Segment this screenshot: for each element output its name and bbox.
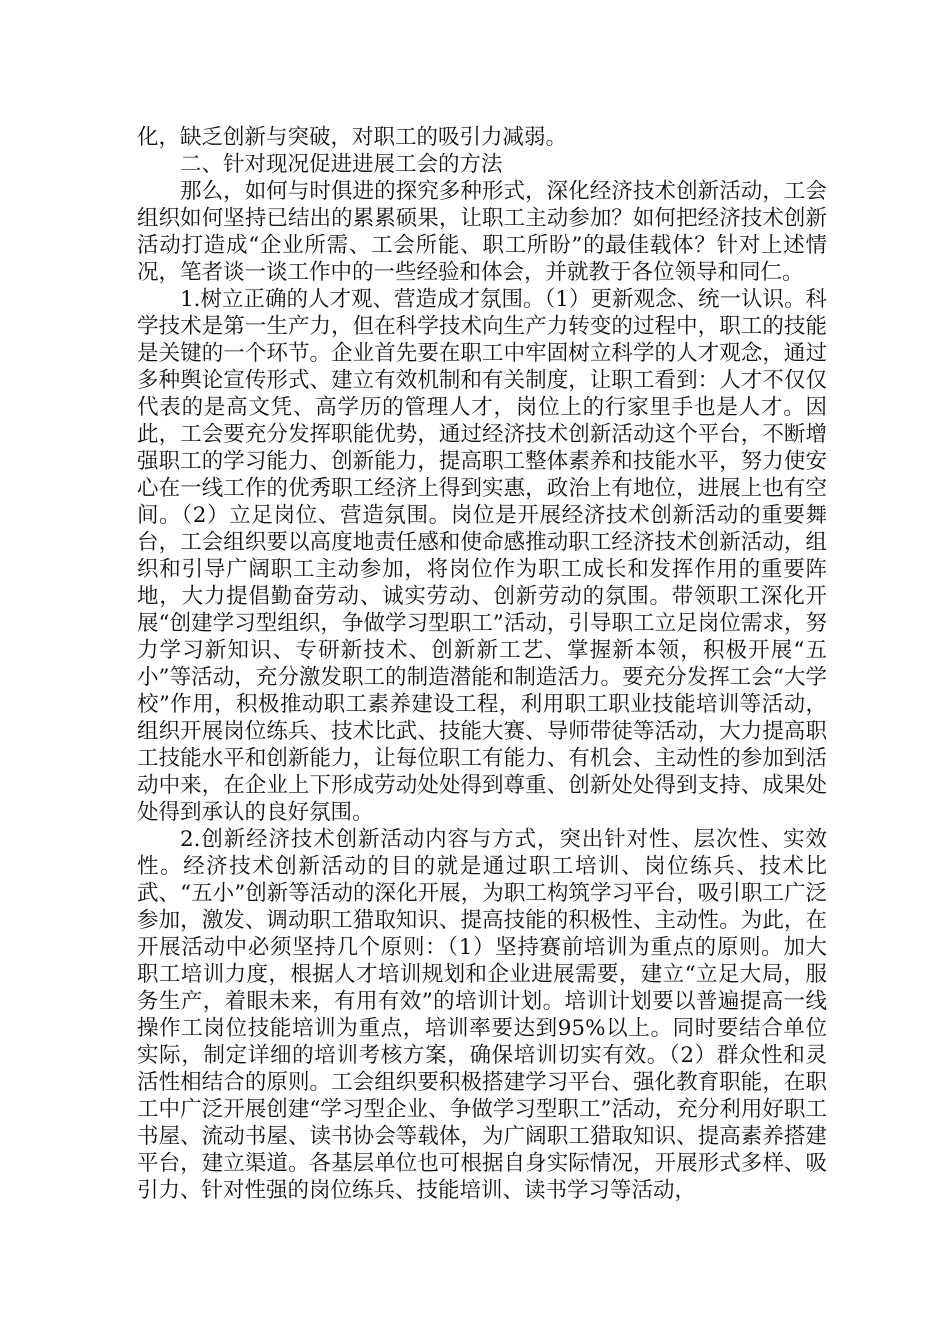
section-heading: 二、针对现况促进进展工会的方法 [180, 152, 503, 177]
paragraph-intro: 那么，如何与时俱进的探究多种形式，深化经济技术创新活动，工会组织如何坚持已结出的累累硕果，让职工主动参加？如何把经济技术创新活动打造成“企业所需、工会所能、职工所盼”的最佳载体？针对上述情况，笔者谈一谈工作中的一些经验和体会，并就教于各位领导和同仁。 [137, 179, 827, 285]
paragraph-point-1: 1.树立正确的人才观、营造成才氛围。（1）更新观念、统一认识。科学技术是第一生产力，但在科学技术向生产力转变的过程中，职工的技能是关键的一个环节。企业首先要在职工中牢固树立科学的人才观念，通过多种舆论宣传形式、建立有效机制和有关制度，让职工看到：人才不仅仅代表的是高文凭、高学历的管理人才，岗位上的行家里手也是人才。因此，工会要充分发挥职能优势，通过经济技术创新活动这个平台，不断增强职工的学习能力、创新能力，提高职工整体素养和技能水平，努力使安心在一线工作的优秀职工经济上得到实惠，政治上有地位，进展上也有空间。（2）立足岗位、营造氛围。岗位是开展经济技术创新活动的重要舞台，工会组织要以高度地责任感和使命感推动职工经济技术创新活动，组织和引导广阔职工主动参加，将岗位作为职工成长和发挥作用的重要阵地，大力提倡勤奋劳动、诚实劳动、创新劳动的氛围。带领职工深化开展“创建学习型组织，争做学习型职工”活动，引导职工立足岗位需求，努力学习新知识、专研新技术、创新新工艺、掌握新本领，积极开展“五小”等活动，充分激发职工的制造潜能和制造活力。要充分发挥工会“大学校”作用，积极推动职工素养建设工程，利用职工职业技能培训等活动，组织开展岗位练兵、技术比武、技能大赛、导师带徒等活动，大力提高职工技能水平和创新能力，让每位职工有能力、有机会、主动性的参加到活动中来，在企业上下形成劳动处处得到尊重、创新处处得到支持、成果处处得到承认的良好氛围。 [137, 287, 827, 825]
document-body [137, 124, 827, 1204]
paragraph-continuation: 化，缺乏创新与突破，对职工的吸引力减弱。 [137, 125, 568, 150]
paragraph-point-2: 2.创新经济技术创新活动内容与方式，突出针对性、层次性、实效性。经济技术创新活动的目的就是通过职工培训、岗位练兵、技术比武、“五小”创新等活动的深化开展，为职工构筑学习平台，吸引职工广泛参加，激发、调动职工猎取知识、提高技能的积极性、主动性。为此，在开展活动中必须坚持几个原则：（1）坚持赛前培训为重点的原则。加大职工培训力度，根据人才培训规划和企业进展需要，建立“立足大局，服务生产，着眼未来，有用有效”的培训计划。培训计划要以普遍提高一线操作工岗位技能培训为重点，培训率要达到95%以上。同时要结合单位实际，制定详细的培训考核方案，确保培训切实有效。（2）群众性和灵活性相结合的原则。工会组织要积极搭建学习平台、强化教育职能，在职工中广泛开展创建“学习型企业、争做学习型职工”活动，充分利用好职工书屋、流动书屋、读书协会等载体，为广阔职工猎取知识、提高素养搭建平台，建立渠道。各基层单位也可根据自身实际情况，开展形式多样、吸引力、针对性强的岗位练兵、技能培训、读书学习等活动， [137, 827, 827, 1203]
